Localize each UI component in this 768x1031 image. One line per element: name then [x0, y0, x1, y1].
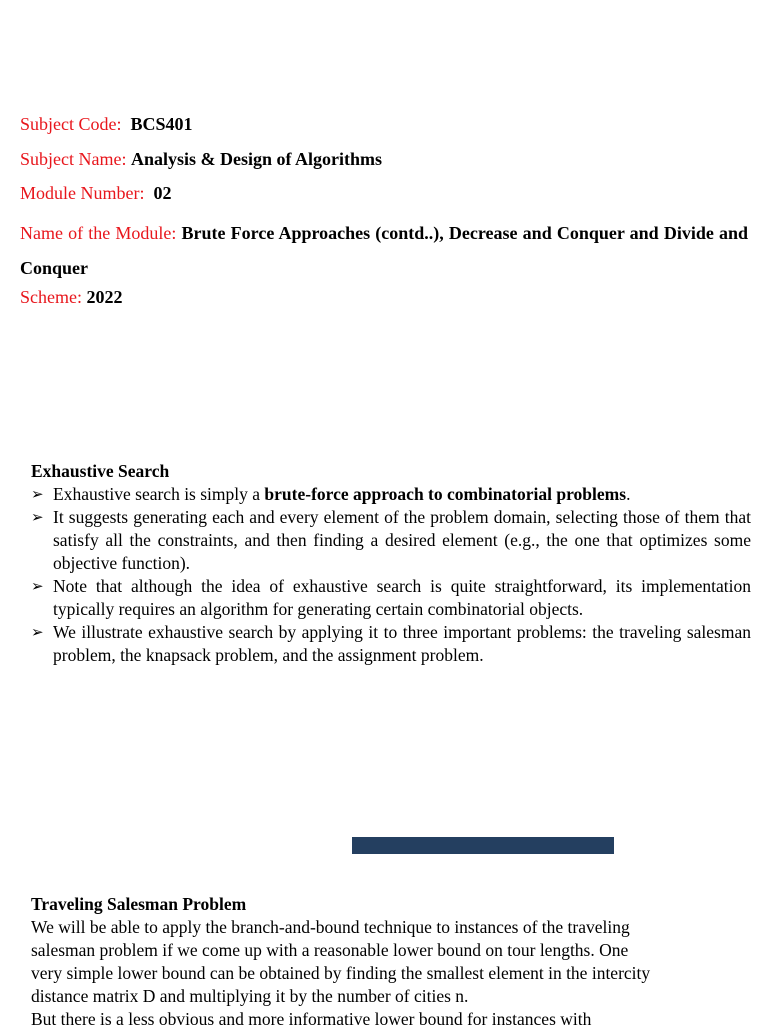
- tsp-line: very simple lower bound can be obtained by finding the smallest element in the intercity: [31, 963, 651, 983]
- list-item: [31, 575, 751, 621]
- decorative-bar: [352, 837, 614, 854]
- list-item: [31, 483, 751, 506]
- module-name-value: Brute Force Approaches (contd..), Decrease and Conquer and Divide and Conquer: [20, 223, 749, 278]
- module-number-value: 02: [153, 183, 172, 203]
- bullet-text: Note that although the idea of exhaustive search is quite straightforward, its implementation typically requires an algorithm for generating certain combinatorial objects.: [53, 576, 751, 619]
- subject-code-row: [20, 114, 193, 134]
- arrow-bullet-icon: ➢: [31, 485, 44, 503]
- scheme-value: 2022: [86, 287, 123, 307]
- arrow-bullet-icon: ➢: [31, 508, 44, 526]
- subject-code-value: BCS401: [130, 114, 193, 134]
- subject-code-label: Subject Code:: [20, 114, 122, 134]
- arrow-bullet-icon: ➢: [31, 623, 44, 641]
- exhaustive-bullet-list: [31, 483, 751, 667]
- module-number-label: Module Number:: [20, 183, 145, 203]
- subject-name-label: Subject Name:: [20, 149, 127, 169]
- tsp-line: distance matrix D and multiplying it by the number of cities n.: [31, 986, 469, 1006]
- module-name-label: Name of the Module:: [20, 223, 177, 243]
- bullet-text: It suggests generating each and every element of the problem domain, selecting those of them that satisfy all the constraints, and then finding a desired element (e.g., the one that optimizes some objective function).: [53, 507, 751, 573]
- tsp-heading: Traveling Salesman Problem: [31, 894, 247, 914]
- list-item: [31, 506, 751, 575]
- module-number-row: [20, 183, 171, 203]
- bullet-text: Exhaustive search is simply a: [53, 484, 265, 504]
- bullet-text: We illustrate exhaustive search by applying it to three important problems: the traveling salesman problem, the knapsack problem, and the assignment problem.: [53, 622, 751, 665]
- subject-name-row: [20, 149, 382, 169]
- tsp-line: But there is a less obvious and more informative lower bound for instances with: [31, 1009, 592, 1029]
- tsp-line: salesman problem if we come up with a reasonable lower bound on tour lengths. One: [31, 940, 629, 960]
- exhaustive-search-section: [31, 460, 751, 667]
- subject-name-value: Analysis & Design of Algorithms: [130, 149, 382, 169]
- list-item: [31, 621, 751, 667]
- tsp-section: [31, 893, 751, 1031]
- arrow-bullet-icon: ➢: [31, 577, 44, 595]
- exhaustive-search-heading: Exhaustive Search: [31, 461, 170, 481]
- scheme-row: [20, 287, 122, 307]
- bullet-bold-text: brute-force approach to combinatorial problems: [264, 484, 627, 504]
- module-name-row: [20, 216, 748, 285]
- scheme-label: Scheme:: [20, 287, 82, 307]
- bullet-text-end: .: [626, 484, 631, 504]
- tsp-line: We will be able to apply the branch-and-bound technique to instances of the traveling: [31, 917, 630, 937]
